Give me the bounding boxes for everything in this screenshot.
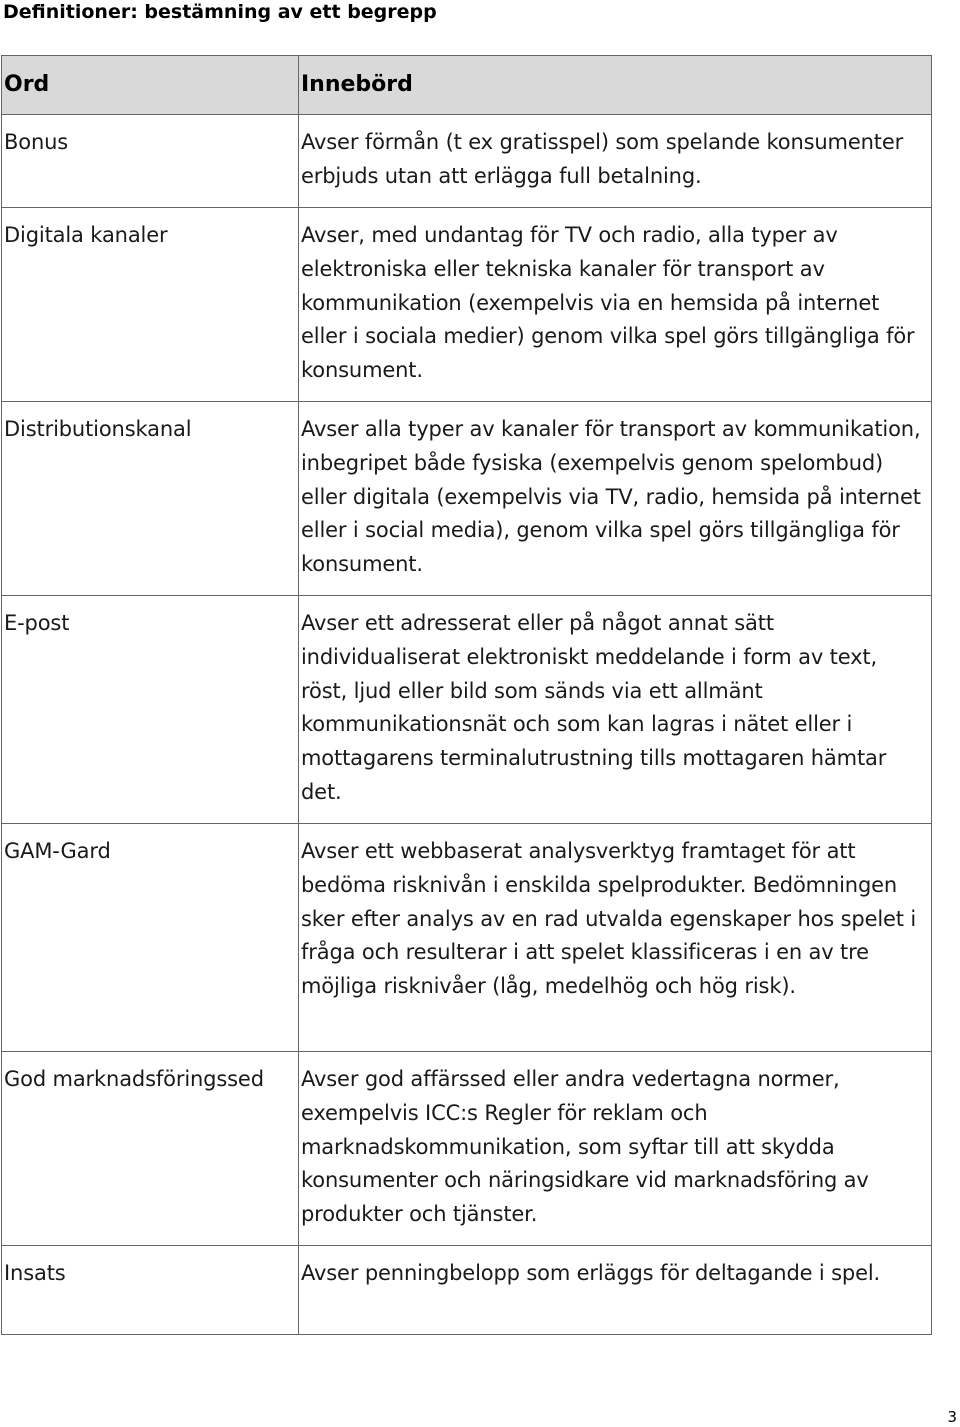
definitions-table [1, 55, 932, 1335]
table-row [2, 1052, 932, 1246]
table-row [2, 596, 932, 824]
table-row [2, 402, 932, 596]
meaning-cell: Avser förmån (t ex gratisspel) som spelande konsumenter erbjuds utan att erlägga full betalning. [299, 115, 932, 208]
page-title: Definitioner: bestämning av ett begrepp [3, 1, 437, 23]
term-cell: Insats [2, 1246, 299, 1335]
meaning-cell: Avser ett adresserat eller på något annat sätt individualiserat elektroniskt meddelande i form av text, röst, ljud eller bild som sänds via ett allmänt kommunikationsnät och som kan lagras i nätet eller i mottagarens terminalutrustning tills mottagaren hämtar det. [299, 596, 932, 824]
page-number: 3 [947, 1408, 957, 1426]
meaning-cell: Avser, med undantag för TV och radio, alla typer av elektroniska eller tekniska kanaler för transport av kommunikation (exempelvis via en hemsida på internet eller i sociala medier) genom vilka spel görs tillgängliga för konsument. [299, 208, 932, 402]
term-cell: E-post [2, 596, 299, 824]
column-header-meaning: Innebörd [299, 56, 932, 115]
table-row [2, 115, 932, 208]
table-row [2, 824, 932, 1052]
term-cell: God marknadsföringssed [2, 1052, 299, 1246]
meaning-cell: Avser ett webbaserat analysverktyg framtaget för att bedöma risknivån i enskilda spelprodukter. Bedömningen sker efter analys av en rad utvalda egenskaper hos spelet i fråga och resulterar i att spelet klassificeras i en av tre möjliga risknivåer (låg, medelhög och hög risk). [299, 824, 932, 1052]
term-cell: Distributionskanal [2, 402, 299, 596]
term-cell: Bonus [2, 115, 299, 208]
table-row [2, 208, 932, 402]
table-header-row [2, 56, 932, 115]
column-header-term: Ord [2, 56, 299, 115]
meaning-cell: Avser god affärssed eller andra vedertagna normer, exempelvis ICC:s Regler för reklam och marknadskommunikation, som syftar till att skydda konsumenter och näringsidkare vid marknadsföring av produkter och tjänster. [299, 1052, 932, 1246]
term-cell: GAM-Gard [2, 824, 299, 1052]
meaning-cell: Avser penningbelopp som erläggs för deltagande i spel. [299, 1246, 932, 1335]
term-cell: Digitala kanaler [2, 208, 299, 402]
table-row [2, 1246, 932, 1335]
meaning-cell: Avser alla typer av kanaler för transport av kommunikation, inbegripet både fysiska (exempelvis genom spelombud) eller digitala (exempelvis via TV, radio, hemsida på internet eller i social media), genom vilka spel görs tillgängliga för konsument. [299, 402, 932, 596]
